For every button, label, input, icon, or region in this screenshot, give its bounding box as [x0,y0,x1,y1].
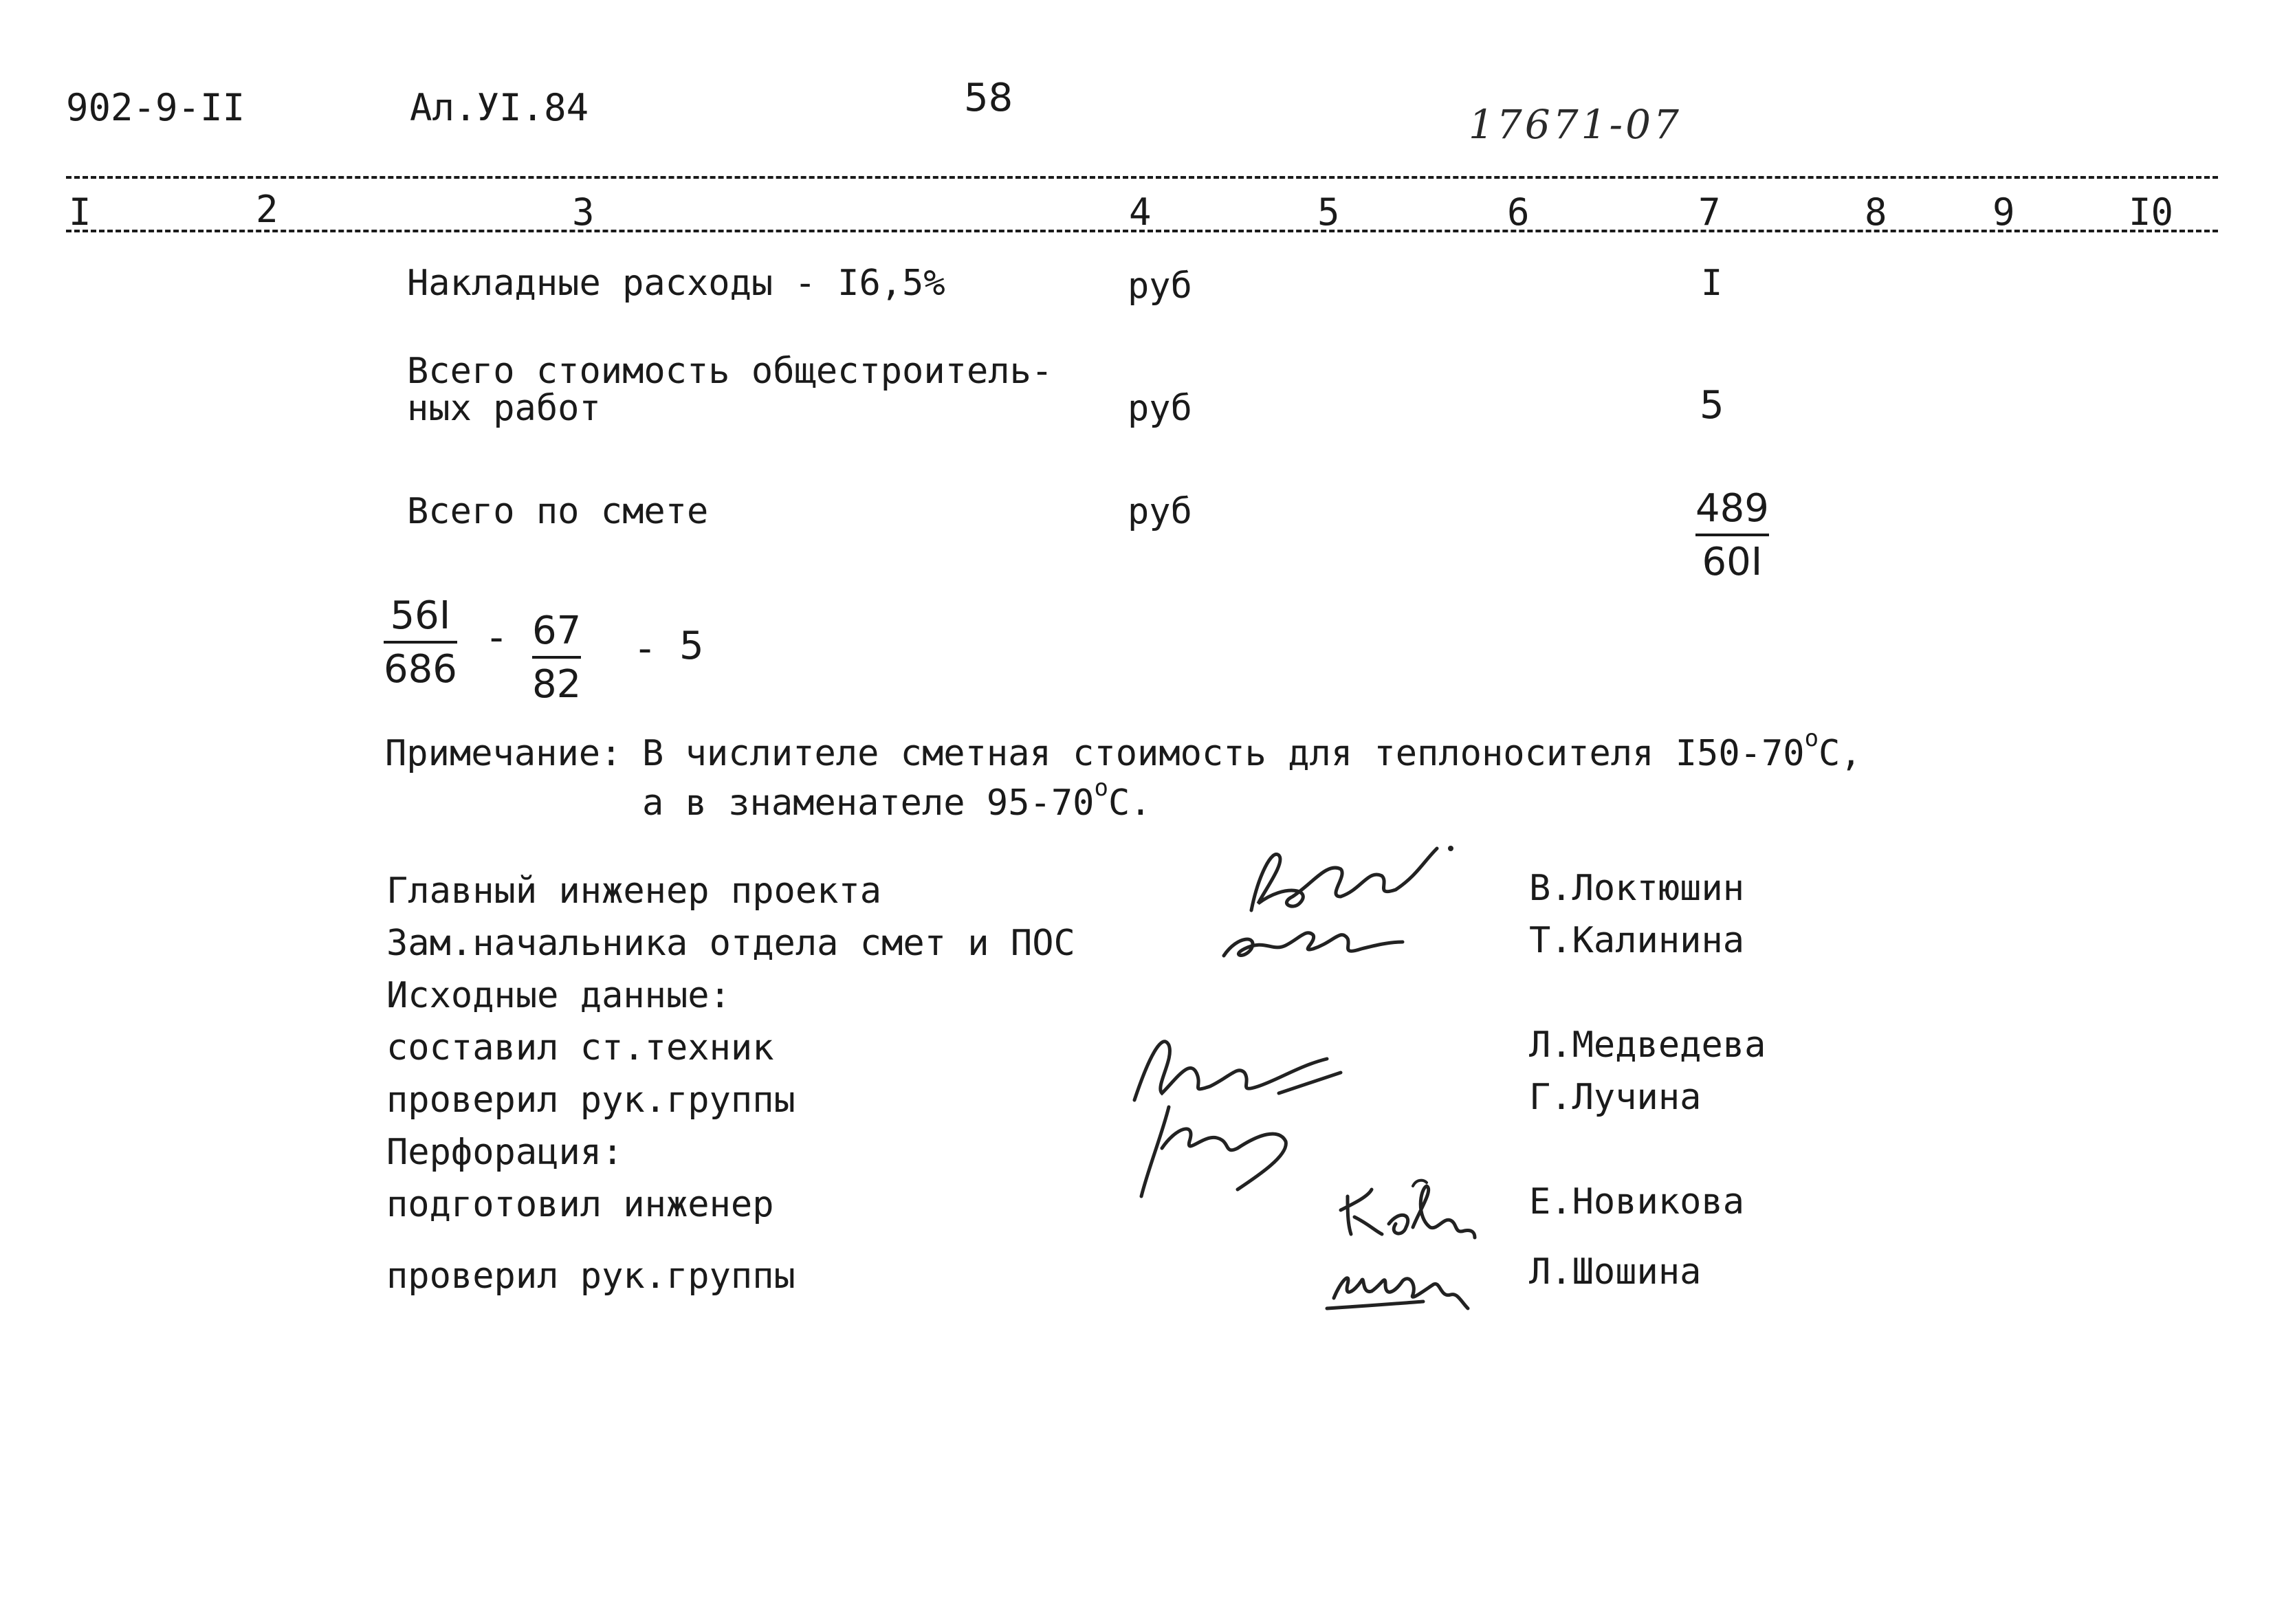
formula-constant: 5 [679,624,704,668]
column-header-10: I0 [2129,190,2174,234]
signature-mark-checked-by-2 [1320,1243,1485,1319]
row-overhead-value: I [1701,263,1723,304]
row-total-denominator: 60I [1702,540,1763,584]
row-total-name: Всего по смете [407,491,709,532]
row-overhead-unit: руб [1128,265,1192,307]
row-total-unit: руб [1128,491,1192,532]
signature-mark-prepared-by [1334,1169,1478,1244]
signature-mark-deputy-head [1217,914,1409,969]
column-header-3: 3 [572,190,595,234]
formula-a-denominator: 686 [384,647,457,692]
page-number: 58 [964,76,1013,120]
signature-name-luchina: Г.Лучина [1529,1077,1702,1118]
column-header-4: 4 [1129,190,1152,234]
formula-minus-2: - [638,626,652,671]
row-total-fraction [1695,486,1769,584]
formula-a-numerator: 56I [384,597,457,644]
signature-role-checked-by-1: проверил рук.группы [386,1079,795,1121]
signature-role-deputy-head: Зам.начальника отдела смет и ПОС [386,923,1075,964]
formula-fraction-b [532,608,582,707]
signature-name-shoshina: Л.Шошина [1529,1251,1702,1293]
column-header-7: 7 [1698,190,1721,234]
row-construction-name-line2: ных работ [407,388,601,429]
document-code: 902-9-II [66,86,245,129]
table-header-rule [66,230,2218,232]
formula-b-denominator: 82 [532,662,582,707]
formula-fraction-a [384,593,457,692]
note-line-1: В числителе сметная стоимость для теплоносителя I50-70$^o$C, [642,725,1862,774]
column-header-1: I [69,190,91,234]
signature-name-loktyushin: В.Локтюшин [1529,868,1745,909]
formula-b-numerator: 67 [532,612,581,659]
signature-role-prepared-by: подготовил инженер [386,1184,774,1225]
column-header-8: 8 [1865,190,1887,234]
row-construction-unit: руб [1128,388,1192,429]
signature-role-source-data: Исходные данные: [386,975,731,1016]
row-overhead-name: Накладные расходы - I6,5% [407,263,945,304]
signature-name-novikova: Е.Новикова [1529,1181,1745,1222]
signature-role-compiled-by: составил ст.техник [386,1027,774,1068]
row-construction-value: 5 [1700,383,1724,428]
inventory-number: 17671-07 [1469,101,1682,148]
signature-role-chief-engineer: Главный инженер проекта [386,870,882,912]
note-line-2: а в знаменателе 95-70$^o$C. [642,774,1152,824]
column-header-5: 5 [1317,190,1340,234]
row-total-numerator: 489 [1695,490,1769,536]
note-label: Примечание: [385,733,622,774]
signature-name-medvedeva: Л.Медведева [1529,1024,1766,1066]
row-construction-name-line1: Всего стоимость общестроитель- [407,351,1053,392]
table-top-rule [66,176,2218,179]
column-header-9: 9 [1992,190,2015,234]
formula-minus-1: - [490,615,504,660]
signature-mark-compiled-and-checked [1121,1018,1354,1203]
signature-name-kalinina: Т.Калинина [1529,920,1745,961]
album-code: Ал.УI.84 [410,86,589,129]
signature-role-checked-by-2: проверил рук.группы [386,1255,795,1297]
column-header-6: 6 [1507,190,1530,234]
column-header-2: 2 [256,188,278,231]
signature-role-perforation: Перфорация: [386,1132,624,1173]
